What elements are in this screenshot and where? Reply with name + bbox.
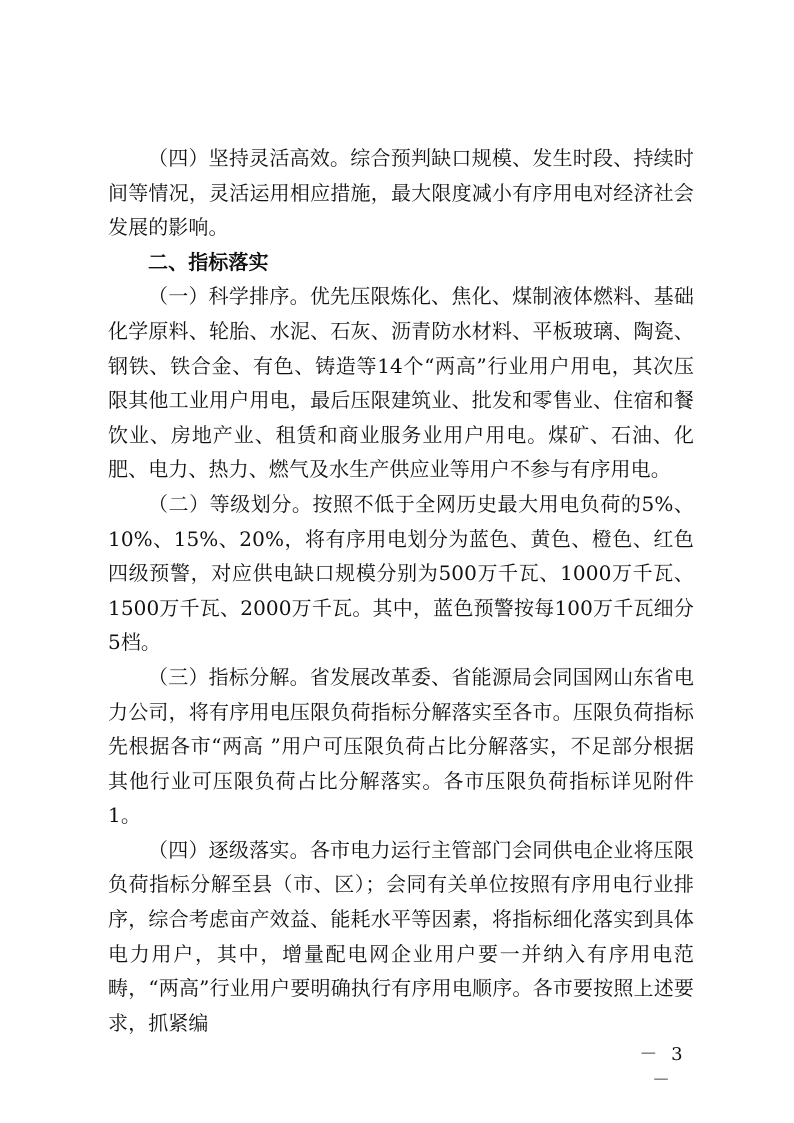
section-heading-indicators: 二、指标落实 bbox=[148, 249, 269, 274]
paragraph-level-division: （二）等级划分。按照不低于全网历史最大用电负荷的5%、10%、15%、20%，将有序用电划分为蓝色、黄色、橙色、红色四级预警，对应供电缺口规模分别为500万千瓦、1000万千瓦、1500万千瓦、2000万千瓦。其中，蓝色预警按每100万千瓦细分5档。 bbox=[108, 491, 694, 655]
page-number: － 3 － bbox=[639, 1044, 687, 1091]
paragraph-scientific-ordering: （一）科学排序。优先压限炼化、焦化、煤制液体燃料、基础化学原料、轮胎、水泥、石灰、沥青防水材料、平板玻璃、陶瓷、钢铁、铁合金、有色、铸造等14个“两高”行业用户用电，其次压限其他工业用户用电，最后压限建筑业、批发和零售业、住宿和餐饮业、房地产业、租赁和商业服务业用户用电。煤矿、石油、化肥、电力、热力、燃气及水生产供应业等用户不参与有序用电。 bbox=[108, 284, 694, 482]
document-body bbox=[108, 141, 694, 1040]
paragraph-level-implementation: （四）逐级落实。各市电力运行主管部门会同供电企业将压限负荷指标分解至县（市、区）；会同有关单位按照有序用电行业排序，综合考虑亩产效益、能耗水平等因素，将指标细化落实到具体电力用户，其中，增量配电网企业用户要一并纳入有序用电范畴，“两高”行业用户要明确执行有序用电顺序。各市要按照上述要求，抓紧编 bbox=[108, 837, 694, 1035]
paragraph-indicator-decomposition: （三）指标分解。省发展改革委、省能源局会同国网山东省电力公司，将有序用电压限负荷指标分解落实至各市。压限负荷指标先根据各市“两高 ”用户可压限负荷占比分解落实，不足部分根据其他行业可压限负荷占比分解落实。各市压限负荷指标详见附件1。 bbox=[108, 664, 694, 828]
paragraph-principle-4: （四）坚持灵活高效。综合预判缺口规模、发生时段、持续时间等情况，灵活运用相应措施，最大限度减小有序用电对经济社会发展的影响。 bbox=[108, 146, 694, 240]
